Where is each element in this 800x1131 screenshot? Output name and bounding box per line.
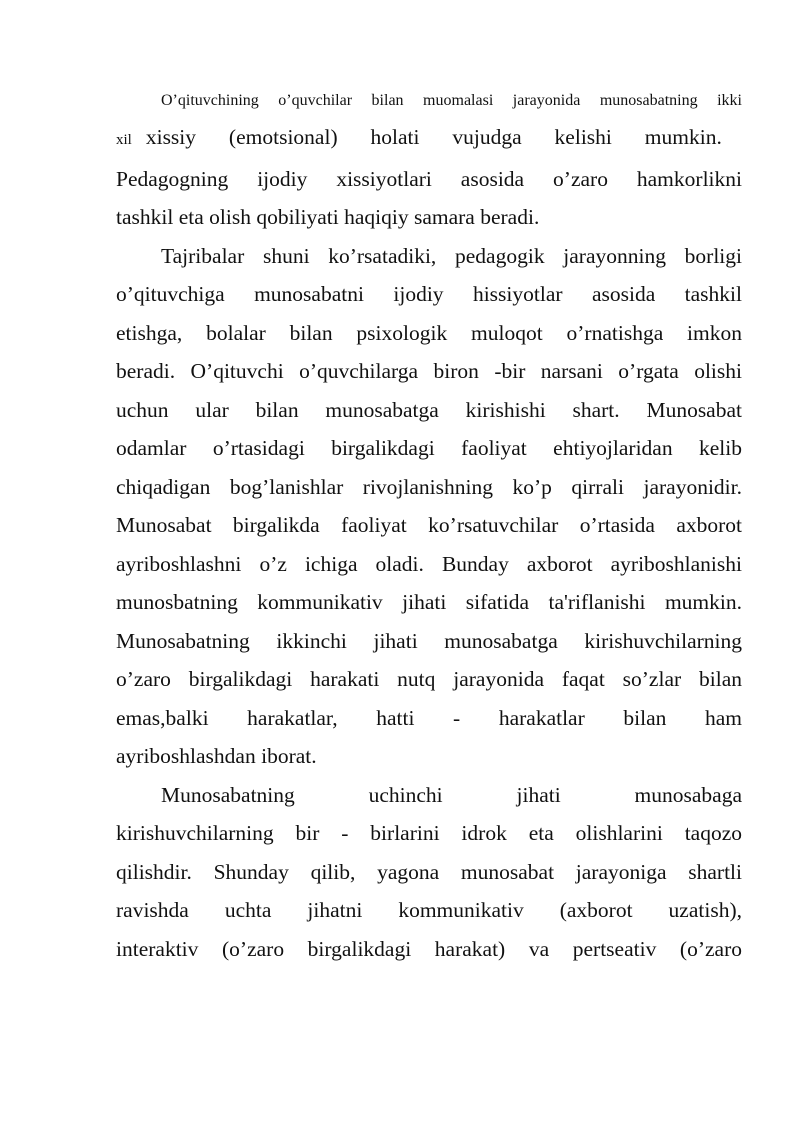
text-line-5: Tajribalar shuni ko’rsatadiki, pedagogik jarayonning borligi bbox=[161, 243, 742, 268]
text-line-9: uchun ular bilan munosabatga kirishishi shart. Munosabat bbox=[116, 397, 742, 422]
text-line-2-prefix: xil bbox=[116, 132, 132, 148]
text-line-3: Pedagogning ijodiy xissiyotlari asosida o’zaro hamkorlikni bbox=[116, 166, 742, 191]
text-line-12: Munosabat birgalikda faoliyat ko’rsatuvchilar o’rtasida axborot bbox=[116, 513, 742, 537]
text-line-10: odamlar o’rtasidagi birgalikdagi faoliyat ehtiyojlaridan kelib bbox=[116, 436, 742, 460]
text-line-13: ayriboshlashni o’z ichiga oladi. Bunday axborot ayriboshlanishi bbox=[116, 551, 742, 576]
text-line-19: Munosabatning uchinchi jihati munosabaga bbox=[161, 782, 742, 807]
text-line-11: chiqadigan bog’lanishlar rivojlanishning ko’p qirrali jarayonidir. bbox=[116, 474, 742, 499]
text-line-6: o’qituvchiga munosabatni ijodiy hissiyotlar asosida tashkil bbox=[116, 282, 742, 306]
text-line-20: kirishuvchilarning bir - birlarini idrok eta olishlarini taqozo bbox=[116, 821, 742, 845]
text-line-4: tashkil eta olish qobiliyati haqiqiy samara beradi. bbox=[116, 205, 540, 229]
text-line-2-body: xissiy (emotsional) holati vujudga kelishi mumkin. bbox=[145, 125, 722, 149]
text-line-18: ayriboshlashdan iborat. bbox=[116, 744, 317, 768]
text-line-23: interaktiv (o’zaro birgalikdagi harakat) va pertseativ (o’zaro bbox=[116, 936, 742, 961]
text-line-1: O’qituvchining o’quvchilar bilan muomalasi jarayonida munosabatning ikki bbox=[161, 92, 742, 109]
text-line-2 bbox=[116, 118, 742, 160]
text-line-17: emas,balki harakatlar, hatti - harakatlar bilan ham bbox=[116, 705, 742, 730]
text-line-15: Munosabatning ikkinchi jihati munosabatga kirishuvchilarning bbox=[116, 628, 742, 653]
document-page bbox=[116, 88, 742, 968]
text-line-22: ravishda uchta jihatni kommunikativ (axborot uzatish), bbox=[116, 898, 742, 922]
text-line-7: etishga, bolalar bilan psixologik muloqot o’rnatishga imkon bbox=[116, 320, 742, 345]
text-line-21: qilishdir. Shunday qilib, yagona munosabat jarayoniga shartli bbox=[116, 859, 742, 884]
text-line-16: o’zaro birgalikdagi harakati nutq jarayonida faqat so’zlar bilan bbox=[116, 667, 742, 691]
text-line-14: munosbatning kommunikativ jihati sifatida ta'riflanishi mumkin. bbox=[116, 590, 742, 614]
text-line-8: beradi. O’qituvchi o’quvchilarga biron -bir narsani o’rgata olishi bbox=[116, 359, 742, 383]
